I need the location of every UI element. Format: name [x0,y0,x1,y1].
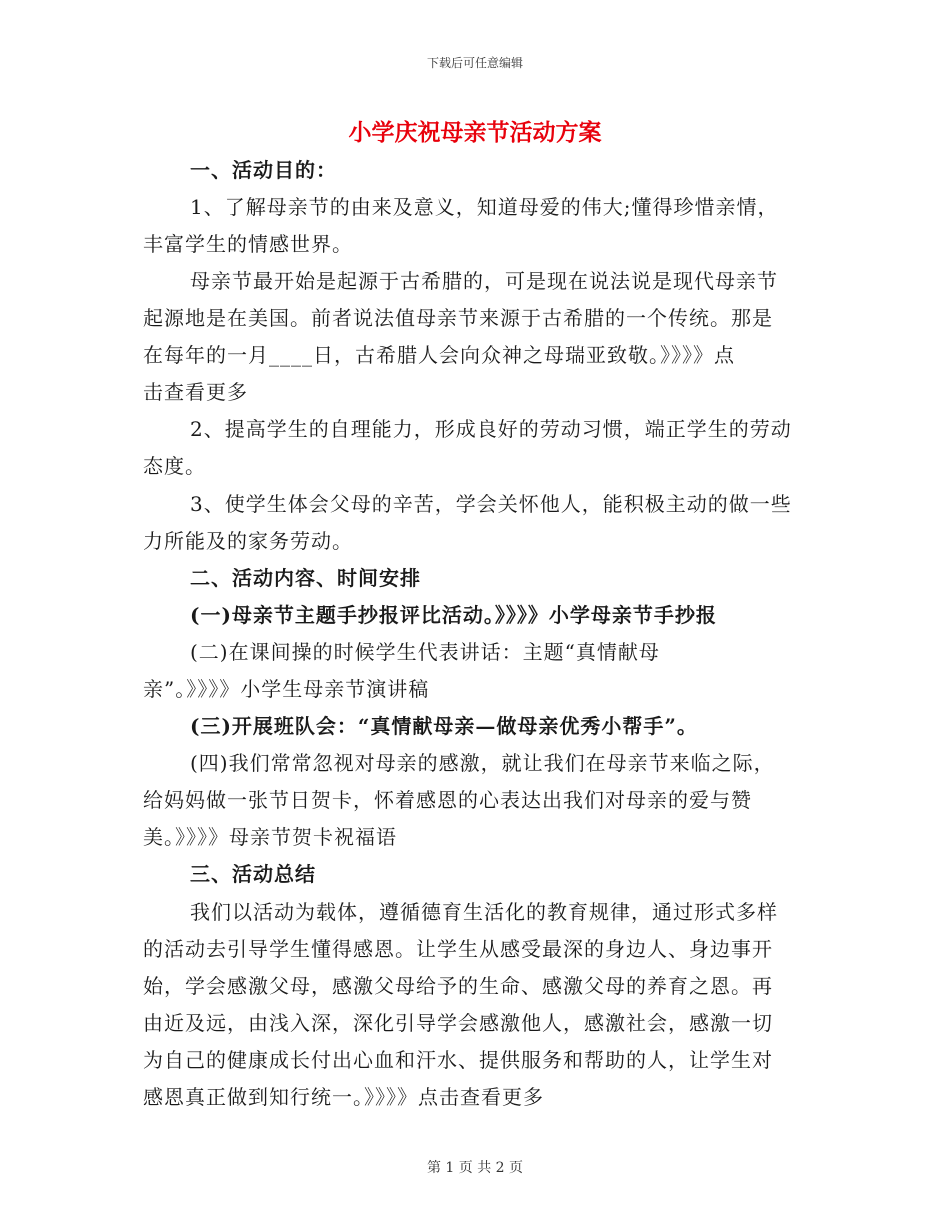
activity-item-3: (三)开展班队会：“真情献母亲—做母亲优秀小帮手”。 [190,714,698,738]
paragraph-line: 丰富学生的情感世界。 [143,232,353,256]
section-heading-2: 二、活动内容、时间安排 [190,566,421,590]
paragraph-line: 给妈妈做一张节日贺卡，怀着感恩的心表达出我们对母亲的爱与赞 [143,788,752,812]
header-note: 下载后可任意编辑 [426,56,523,70]
paragraph-line: 击查看更多 [143,380,248,404]
paragraph-line: 我们以活动为载体，遵循德育生活化的教育规律，通过形式多样 [190,900,778,924]
paragraph-line: 3、使学生体会父母的辛苦，学会关怀他人，能积极主动的做一些 [190,492,792,516]
paragraph-line: 由近及远，由浅入深，深化引导学会感激他人，感激社会，感激一切 [143,1011,773,1035]
section-heading-3: 三、活动总结 [190,862,316,886]
paragraph-line: 在每年的一月____日，古希腊人会向众神之母瑞亚致敬。》》》》点 [143,343,735,367]
paragraph-line: 美。》》》》母亲节贺卡祝福语 [143,825,397,849]
paragraph-line: 1、了解母亲节的由来及意义，知道母爱的伟大;懂得珍惜亲情， [190,195,779,219]
activity-item-4: (四)我们常常忽视对母亲的感激，就让我们在母亲节来临之际， [190,751,775,775]
paragraph-line: 母亲节最开始是起源于古希腊的，可是现在说法说是现代母亲节 [190,269,778,293]
paragraph-line: 的活动去引导学生懂得感恩。让学生从感受最深的身边人、身边事开 [143,937,773,961]
activity-item-2: (二)在课间操的时候学生代表讲话：主题“真情献母 [190,640,660,664]
activity-item-1: (一)母亲节主题手抄报评比活动。》》》》小学母亲节手抄报 [190,603,717,627]
paragraph-line: 为自己的健康成长付出心血和汗水、提供服务和帮助的人，让学生对 [143,1048,773,1072]
section-heading-1: 一、活动目的： [190,158,337,182]
paragraph-line: 2、提高学生的自理能力，形成良好的劳动习惯，端正学生的劳动 [190,417,792,441]
document-title: 小学庆祝母亲节活动方案 [348,119,602,146]
paragraph-line: 始，学会感激父母，感激父母给予的生命、感激父母的养育之恩。再 [143,974,773,998]
page-footer: 第 1 页 共 2 页 [426,1160,524,1176]
paragraph-line: 亲”。》》》》小学生母亲节演讲稿 [143,677,430,701]
paragraph-line: 感恩真正做到知行统一。》》》》点击查看更多 [143,1085,544,1109]
paragraph-line: 力所能及的家务劳动。 [143,529,353,553]
paragraph-line: 起源地是在美国。前者说法值母亲节来源于古希腊的一个传统。那是 [143,306,773,330]
paragraph-line: 态度。 [143,454,206,478]
